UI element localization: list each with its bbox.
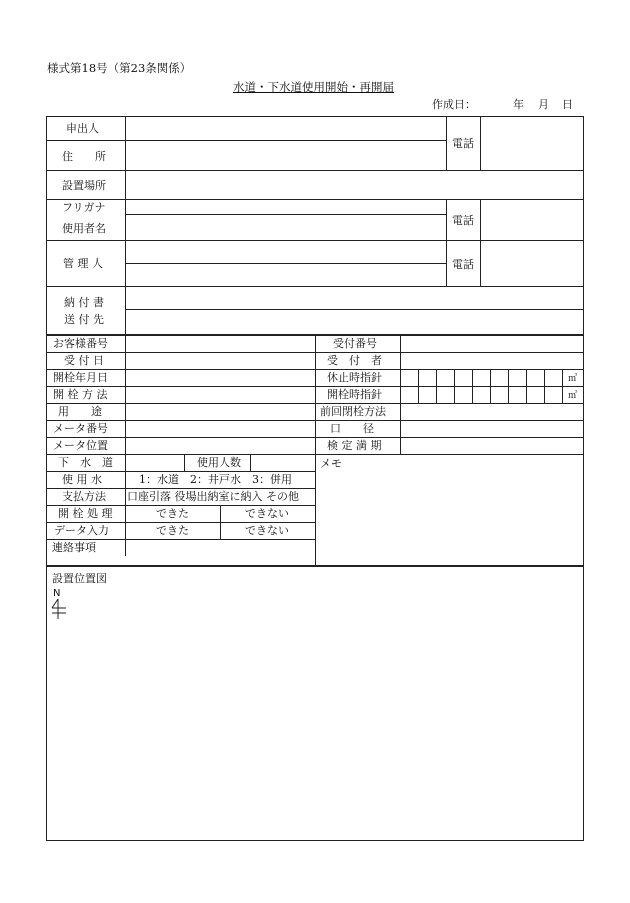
open-processing-label: 開 栓 処 理 <box>58 507 113 520</box>
phone-field-2[interactable] <box>481 200 583 240</box>
inspection-expiry-label: 検 定 満 期 <box>327 439 382 452</box>
location-map-section[interactable] <box>46 566 584 841</box>
form-number: 様式第18号（第23条関係） <box>47 61 192 75</box>
address-label: 住 所 <box>62 150 106 163</box>
receiver-label: 受 付 者 <box>327 354 382 367</box>
open-date-label: 開栓年月日 <box>53 371 108 384</box>
water-use-label: 使 用 水 <box>62 473 102 486</box>
data-entry-done[interactable]: できた <box>156 524 189 537</box>
address-field[interactable] <box>126 141 446 170</box>
unit-m3-2: ㎥ <box>568 391 578 401</box>
applicant-field[interactable] <box>126 117 446 140</box>
water-use-options: 1：水道 2：井戸水 3：併用 <box>139 473 292 486</box>
payment-dest-label-2: 送 付 先 <box>64 313 104 326</box>
furigana-field[interactable] <box>126 200 446 214</box>
map-title: 設置位置図 <box>52 572 107 585</box>
data-entry-not-done[interactable]: できない <box>245 524 289 537</box>
payment-method-options: 口座引落 役場出納室に納入 その他 <box>127 490 299 503</box>
phone-field-3[interactable] <box>481 241 583 286</box>
reception-number-label: 受付番号 <box>333 337 377 350</box>
manager-field[interactable] <box>126 241 446 286</box>
open-method-label: 開 栓 方 法 <box>53 388 108 401</box>
data-entry-label: データ入力 <box>54 524 109 537</box>
north-label: N <box>53 588 61 599</box>
date-label: 作成日： <box>432 98 476 111</box>
customer-number-label: お客様番号 <box>53 337 108 350</box>
payment-dest-field[interactable] <box>126 287 583 334</box>
reception-date-label: 受 付 日 <box>64 354 104 367</box>
furigana-label: フリガナ <box>62 201 106 214</box>
meter-location-label: メータ位置 <box>53 439 108 452</box>
sewer-label: 下 水 道 <box>58 456 113 469</box>
pause-meter-label: 休止時指針 <box>327 371 382 384</box>
install-location-field[interactable] <box>126 171 583 199</box>
phone-label-3: 電話 <box>452 258 474 271</box>
user-name-field[interactable] <box>126 215 446 240</box>
open-meter-label: 開栓時指針 <box>327 388 382 401</box>
memo-label: メモ <box>320 457 342 470</box>
payment-dest-label-1: 納 付 書 <box>64 296 104 309</box>
year-label: 年 <box>513 98 524 111</box>
open-processing-not-done[interactable]: できない <box>245 507 289 520</box>
users-count-label: 使用人数 <box>197 456 241 469</box>
diameter-label: 口 径 <box>330 422 374 435</box>
meter-number-label: メータ番号 <box>53 422 108 435</box>
unit-m3-1: ㎥ <box>568 374 578 384</box>
day-label: 日 <box>562 98 573 111</box>
user-name-label: 使用者名 <box>62 222 106 235</box>
manager-label: 管 理 人 <box>63 257 103 270</box>
month-label: 月 <box>538 98 549 111</box>
previous-close-method-label: 前回閉栓方法 <box>320 405 386 418</box>
north-arrow-icon <box>50 598 68 620</box>
form-title: 水道・下水道使用開始・再開届 <box>233 80 394 94</box>
install-location-label: 設置場所 <box>62 179 106 192</box>
applicant-label: 申出人 <box>66 122 99 135</box>
phone-label-2: 電話 <box>452 214 474 227</box>
payment-method-label: 支払方法 <box>62 490 106 503</box>
open-processing-done[interactable]: できた <box>156 507 189 520</box>
memo-field[interactable] <box>316 455 583 565</box>
phone-field-1[interactable] <box>481 117 583 170</box>
phone-label-1: 電話 <box>452 137 474 150</box>
notes-label: 連絡事項 <box>52 541 96 554</box>
usage-label: 用 途 <box>58 405 102 418</box>
